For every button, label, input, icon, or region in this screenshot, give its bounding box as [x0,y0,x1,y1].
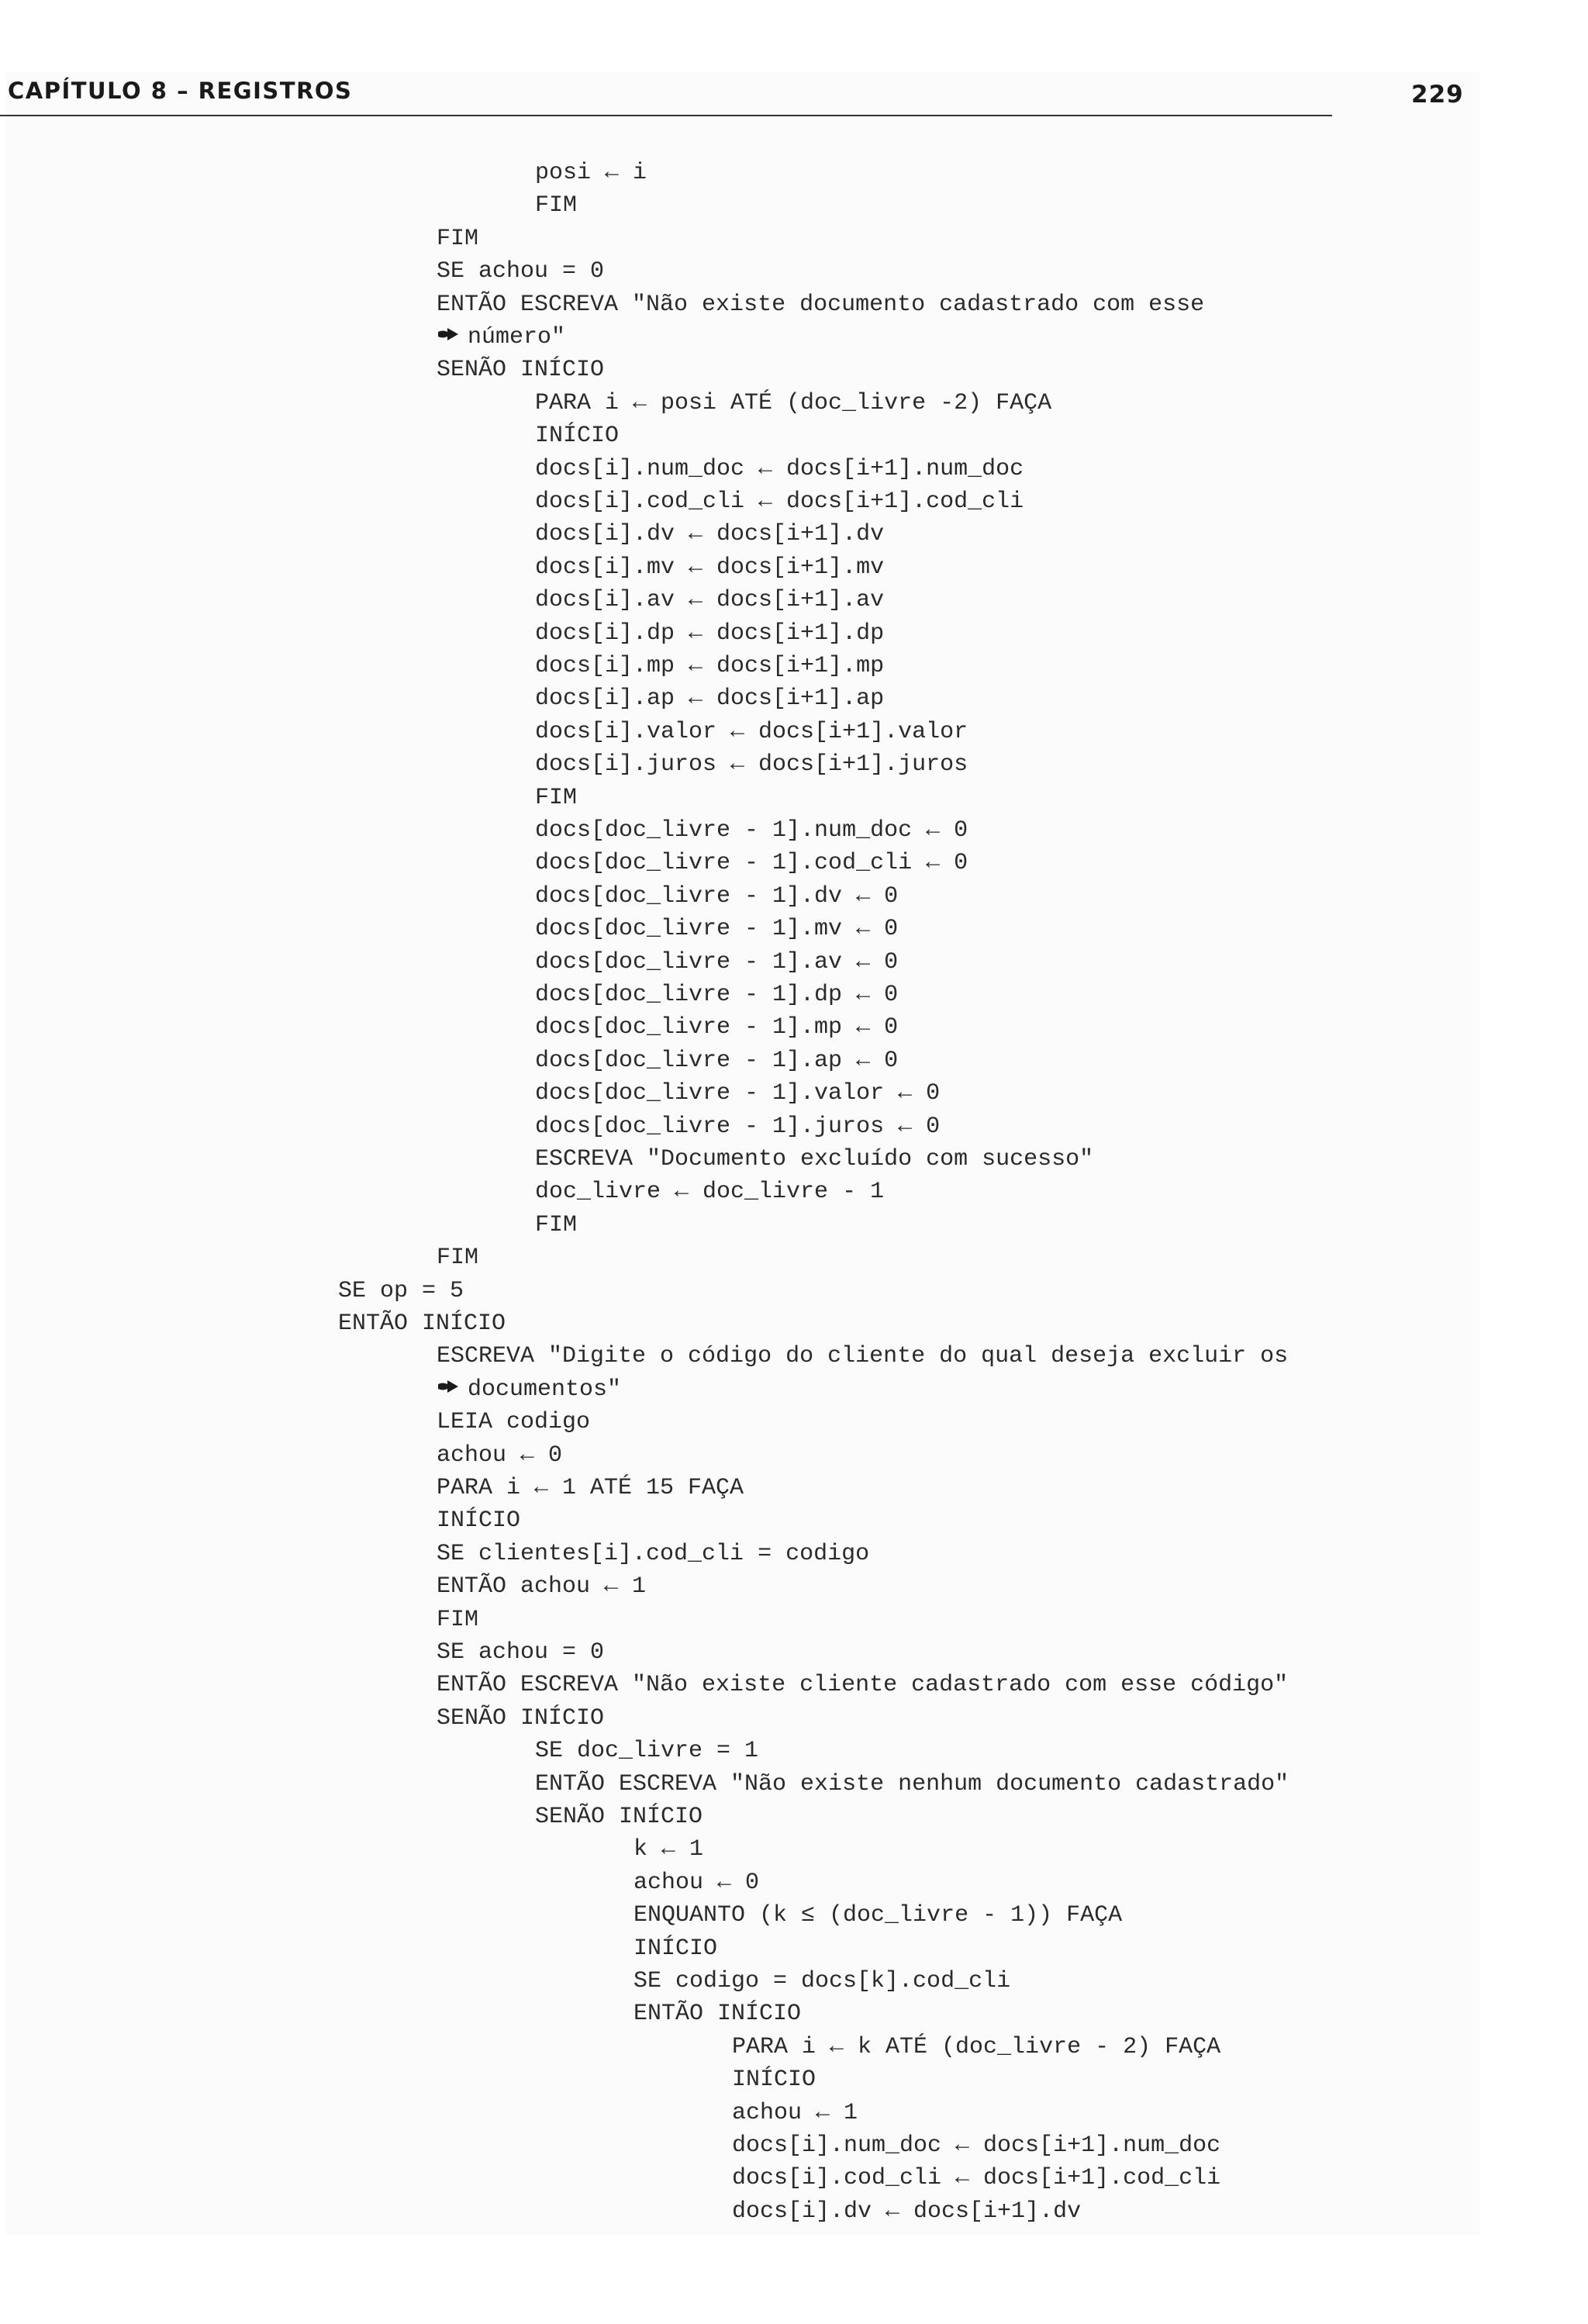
code-line [732,2033,1220,2061]
code-line [437,1639,604,1666]
code-line [535,1014,898,1041]
code-line [633,1935,717,1963]
code-line [437,1408,590,1436]
code-text: ESCREVA "Documento excluído com sucesso" [535,1146,1094,1172]
code-line [633,1869,759,1897]
code-line [437,1540,869,1568]
code-line [535,784,577,812]
code-line [437,291,1204,319]
code-text: ENTÃO ESCREVA "Não existe documento cadastrado com esse [437,291,1205,318]
code-line [437,1474,744,1502]
code-text: docs[i].num_doc ← docs[i+1].num_doc [535,455,1024,482]
code-line [732,2132,1220,2160]
code-line [535,685,884,713]
code-text: achou ← 0 [633,1869,760,1896]
code-line [535,1803,703,1831]
code-text: SE codigo = docs[k].cod_cli [633,1968,1011,1994]
code-text: docs[i].valor ← docs[i+1].valor [535,718,968,745]
code-text: PARA i ← 1 ATÉ 15 FAÇA [437,1475,744,1501]
code-text: LEIA codigo [437,1409,591,1436]
code-text: SE achou = 0 [437,1639,605,1666]
code-text: INÍCIO [732,2067,816,2094]
code-text: docs[i].juros ← docs[i+1].juros [535,751,968,779]
code-line [437,1244,478,1272]
code-line [535,520,884,548]
code-line [535,554,884,582]
code-line-continuation [437,1376,621,1404]
code-text: INÍCIO [535,423,620,450]
code-text: ENTÃO INÍCIO [338,1310,506,1337]
code-text: docs[i].mp ← docs[i+1].mp [535,653,885,679]
code-line [535,915,898,943]
code-text: FIM [535,1211,578,1238]
code-text: FIM [535,784,578,811]
code-text: SENÃO INÍCIO [437,1704,605,1732]
code-line [535,1737,758,1765]
code-text: posi ← i [535,160,647,186]
code-line [535,948,898,976]
code-line [437,1671,1288,1699]
code-text: docs[doc_livre - 1].cod_cli ← 0 [535,850,968,877]
code-text: ENTÃO ESCREVA "Não existe nenhum documento cadastrado" [535,1770,1289,1797]
code-text: ESCREVA "Digite o código do cliente do qual deseja excluir os [437,1343,1289,1370]
code-line [535,1047,898,1075]
code-text: achou ← 0 [437,1442,563,1469]
code-text: docs[i].num_doc ← docs[i+1].num_doc [732,2132,1221,2159]
code-line [732,2198,1081,2226]
code-line [535,981,898,1009]
code-line [732,2066,816,2094]
code-text: documentos" [468,1376,622,1403]
code-text: achou ← 1 [732,2099,858,2126]
page-header [8,78,1481,113]
code-text: doc_livre ← doc_livre - 1 [535,1179,885,1206]
code-text: ENTÃO INÍCIO [633,2001,802,2028]
code-line [437,257,604,285]
code-text: INÍCIO [437,1507,521,1535]
code-text: docs[doc_livre - 1].valor ← 0 [535,1080,941,1107]
code-line [437,1342,1288,1370]
code-text: FIM [535,192,578,219]
code-line [535,1145,1093,1173]
code-line [338,1277,464,1305]
code-line [535,192,577,219]
code-text: docs[i].ap ← docs[i+1].ap [535,685,885,713]
code-line [338,1310,506,1338]
code-line [535,422,619,450]
code-text: ENQUANTO (k ≤ (doc_livre - 1)) FAÇA [633,1902,1123,1929]
code-line [535,1079,940,1107]
code-text: docs[i].dv ← docs[i+1].dv [732,2198,1082,2225]
code-text: docs[i].dv ← docs[i+1].dv [535,521,885,548]
code-text: PARA i ← k ATÉ (doc_livre - 2) FAÇA [732,2033,1221,2060]
code-line [732,2164,1220,2192]
code-text: docs[doc_livre - 1].av ← 0 [535,948,899,976]
chapter-title: CAPÍTULO 8 – REGISTROS [8,78,353,104]
code-text: SENÃO INÍCIO [535,1804,703,1830]
page-number: 229 [1411,81,1464,109]
line-continuation-arrow-icon [437,1379,460,1394]
header-rule [0,115,1332,116]
code-text: ENTÃO ESCREVA "Não existe cliente cadastrado com esse código" [437,1672,1289,1699]
code-line [535,1113,940,1141]
code-text: INÍCIO [633,1935,718,1962]
code-text: docs[doc_livre - 1].num_doc ← 0 [535,817,968,844]
code-line [437,1442,562,1469]
code-line [535,1211,577,1239]
code-text: PARA i ← posi ATÉ (doc_livre -2) FAÇA [535,389,1052,416]
code-line [535,620,884,647]
code-line [437,1704,604,1732]
code-text: docs[i].mv ← docs[i+1].mv [535,554,885,581]
code-line [437,1573,646,1601]
code-text: docs[i].cod_cli ← docs[i+1].cod_cli [535,489,1024,515]
code-line [437,1507,520,1535]
code-text: docs[doc_livre - 1].juros ← 0 [535,1113,941,1140]
code-line [633,1967,1010,1995]
code-text: SENÃO INÍCIO [437,357,605,384]
code-text: docs[doc_livre - 1].dv ← 0 [535,882,899,910]
code-text: SE doc_livre = 1 [535,1738,759,1765]
line-continuation-arrow-icon [437,326,460,342]
code-text: docs[i].cod_cli ← docs[i+1].cod_cli [732,2165,1221,2192]
code-line [535,586,884,614]
code-text: docs[doc_livre - 1].mp ← 0 [535,1014,899,1041]
code-line [535,849,968,877]
code-line [535,1178,884,1206]
code-text: k ← 1 [633,1836,704,1863]
code-line [437,356,604,384]
code-line [535,389,1051,417]
code-line-continuation [437,323,565,351]
code-text: número" [468,324,566,350]
code-line [437,1606,478,1634]
code-text: FIM [437,225,479,252]
code-line [535,455,1024,483]
code-line [437,225,478,253]
code-text: docs[doc_livre - 1].mv ← 0 [535,916,899,943]
code-text: FIM [437,1245,479,1272]
code-text: docs[doc_livre - 1].ap ← 0 [535,1047,899,1074]
code-line [535,159,647,187]
code-text: SE achou = 0 [437,258,605,285]
code-text: docs[i].dp ← docs[i+1].dp [535,620,885,647]
code-text: SE op = 5 [338,1277,464,1304]
code-line [633,2000,801,2028]
code-line [535,1770,1289,1798]
code-line [633,1835,703,1863]
code-text: docs[i].av ← docs[i+1].av [535,587,885,614]
code-line [535,751,968,779]
code-line [535,652,884,680]
code-line [732,2099,858,2127]
code-line [535,817,968,844]
code-text: SE clientes[i].cod_cli = codigo [437,1540,870,1567]
code-line [535,882,898,910]
code-text: docs[doc_livre - 1].dp ← 0 [535,982,899,1008]
code-line [535,718,968,746]
code-text: FIM [437,1606,479,1633]
code-text: ENTÃO achou ← 1 [437,1573,647,1601]
code-line [633,1901,1122,1929]
code-line [535,488,1024,516]
